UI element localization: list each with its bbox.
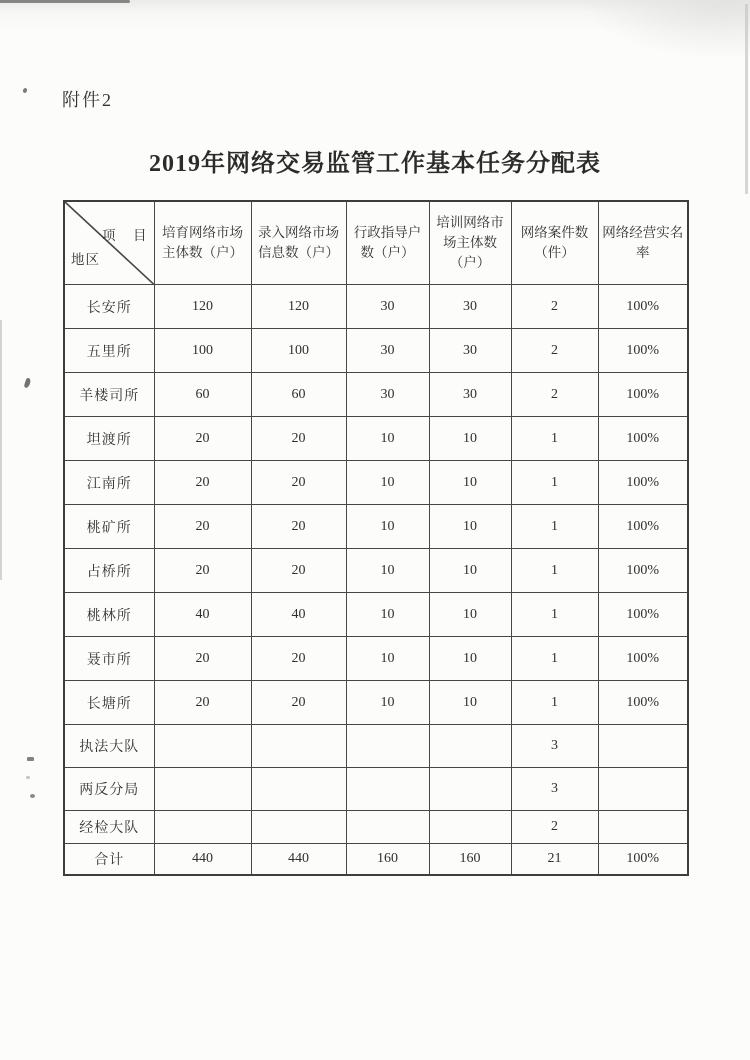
- scan-speck: [27, 757, 34, 761]
- column-header-1: 培育网络市场主体数（户）: [154, 201, 251, 285]
- value-cell: 20: [251, 461, 346, 505]
- table-row-长塘所: [64, 681, 688, 725]
- table-row-桃矿所: [64, 505, 688, 549]
- region-cell: 两反分局: [64, 768, 154, 811]
- value-cell: [251, 768, 346, 811]
- value-cell: [346, 811, 429, 844]
- page-title: 2019年网络交易监管工作基本任务分配表: [149, 151, 601, 177]
- scan-speck: [22, 87, 27, 93]
- table-row-聂市所: [64, 637, 688, 681]
- value-cell: 2: [511, 285, 598, 329]
- value-cell: 2: [511, 329, 598, 373]
- value-cell: 160: [429, 844, 511, 875]
- column-header-4: 培训网络市场主体数（户）: [429, 201, 511, 285]
- value-cell: 1: [511, 461, 598, 505]
- value-cell: 30: [429, 373, 511, 417]
- table-row-合计: [64, 844, 688, 875]
- table-row-羊楼司所: [64, 373, 688, 417]
- value-cell: [154, 768, 251, 811]
- value-cell: 10: [346, 593, 429, 637]
- value-cell: 10: [429, 505, 511, 549]
- region-cell: 坦渡所: [64, 417, 154, 461]
- corner-label-region: 地区: [71, 251, 100, 267]
- region-cell: 经检大队: [64, 811, 154, 844]
- value-cell: [251, 811, 346, 844]
- scan-speck: [26, 776, 30, 779]
- table-header-row: [64, 201, 688, 285]
- table-row-经检大队: [64, 811, 688, 844]
- value-cell: 10: [429, 461, 511, 505]
- value-cell: 20: [251, 681, 346, 725]
- value-cell: 30: [429, 285, 511, 329]
- value-cell: 100%: [598, 285, 688, 329]
- value-cell: 10: [346, 549, 429, 593]
- column-header-3: 行政指导户数（户）: [346, 201, 429, 285]
- value-cell: [598, 725, 688, 768]
- value-cell: 120: [154, 285, 251, 329]
- value-cell: 10: [429, 549, 511, 593]
- column-header-2: 录入网络市场信息数（户）: [251, 201, 346, 285]
- value-cell: 100%: [598, 681, 688, 725]
- region-cell: 羊楼司所: [64, 373, 154, 417]
- value-cell: 100%: [598, 505, 688, 549]
- column-header-5: 网络案件数（件）: [511, 201, 598, 285]
- value-cell: 40: [251, 593, 346, 637]
- value-cell: 440: [251, 844, 346, 875]
- region-cell: 长安所: [64, 285, 154, 329]
- value-cell: 1: [511, 549, 598, 593]
- value-cell: 10: [346, 637, 429, 681]
- region-cell: 五里所: [64, 329, 154, 373]
- value-cell: [429, 811, 511, 844]
- value-cell: 10: [429, 637, 511, 681]
- value-cell: 20: [251, 637, 346, 681]
- value-cell: [346, 768, 429, 811]
- region-cell: 执法大队: [64, 725, 154, 768]
- value-cell: [251, 725, 346, 768]
- table-row-五里所: [64, 329, 688, 373]
- value-cell: [429, 725, 511, 768]
- table-row-江南所: [64, 461, 688, 505]
- table-row-坦渡所: [64, 417, 688, 461]
- table-row-执法大队: [64, 725, 688, 768]
- region-cell: 桃矿所: [64, 505, 154, 549]
- value-cell: 1: [511, 417, 598, 461]
- value-cell: 1: [511, 637, 598, 681]
- value-cell: [598, 768, 688, 811]
- value-cell: 100%: [598, 593, 688, 637]
- value-cell: 10: [346, 505, 429, 549]
- scan-edge-mark-top-left: [0, 0, 130, 3]
- value-cell: 20: [154, 461, 251, 505]
- value-cell: 100%: [598, 549, 688, 593]
- value-cell: 3: [511, 768, 598, 811]
- value-cell: 100: [251, 329, 346, 373]
- value-cell: 10: [429, 593, 511, 637]
- table-row-桃林所: [64, 593, 688, 637]
- region-cell: 聂市所: [64, 637, 154, 681]
- scan-speck: [30, 794, 35, 798]
- column-header-6: 网络经营实名率: [598, 201, 688, 285]
- attachment-label: 附件2: [62, 90, 113, 110]
- value-cell: 30: [346, 329, 429, 373]
- value-cell: 20: [251, 549, 346, 593]
- value-cell: 100%: [598, 329, 688, 373]
- region-cell: 江南所: [64, 461, 154, 505]
- table-row-长安所: [64, 285, 688, 329]
- value-cell: 1: [511, 593, 598, 637]
- value-cell: 20: [251, 417, 346, 461]
- value-cell: 40: [154, 593, 251, 637]
- value-cell: 2: [511, 373, 598, 417]
- value-cell: [154, 811, 251, 844]
- value-cell: 60: [154, 373, 251, 417]
- value-cell: 30: [429, 329, 511, 373]
- scan-shading-top: [0, 0, 750, 30]
- value-cell: 20: [154, 549, 251, 593]
- region-cell: 占桥所: [64, 549, 154, 593]
- value-cell: 20: [154, 417, 251, 461]
- corner-label-project: 项 目: [102, 228, 149, 243]
- value-cell: 10: [346, 461, 429, 505]
- value-cell: 1: [511, 681, 598, 725]
- region-cell: 长塘所: [64, 681, 154, 725]
- value-cell: 100%: [598, 461, 688, 505]
- scan-speck: [24, 377, 32, 388]
- scan-shading-top-right: [580, 0, 750, 60]
- value-cell: 2: [511, 811, 598, 844]
- value-cell: [154, 725, 251, 768]
- value-cell: 1: [511, 505, 598, 549]
- value-cell: 440: [154, 844, 251, 875]
- value-cell: 10: [346, 417, 429, 461]
- value-cell: [346, 725, 429, 768]
- value-cell: 10: [346, 681, 429, 725]
- corner-header-cell: [64, 201, 154, 285]
- value-cell: 160: [346, 844, 429, 875]
- task-allocation-table: [63, 200, 689, 876]
- table-row-占桥所: [64, 549, 688, 593]
- value-cell: 20: [154, 681, 251, 725]
- value-cell: 100%: [598, 844, 688, 875]
- value-cell: 100%: [598, 417, 688, 461]
- value-cell: [429, 768, 511, 811]
- value-cell: 20: [154, 505, 251, 549]
- table-row-两反分局: [64, 768, 688, 811]
- region-cell: 桃林所: [64, 593, 154, 637]
- value-cell: 120: [251, 285, 346, 329]
- value-cell: 20: [251, 505, 346, 549]
- value-cell: [598, 811, 688, 844]
- value-cell: 21: [511, 844, 598, 875]
- value-cell: 20: [154, 637, 251, 681]
- value-cell: 100%: [598, 373, 688, 417]
- value-cell: 100: [154, 329, 251, 373]
- value-cell: 3: [511, 725, 598, 768]
- scan-edge-line-left: [0, 320, 2, 580]
- value-cell: 10: [429, 681, 511, 725]
- value-cell: 30: [346, 285, 429, 329]
- value-cell: 60: [251, 373, 346, 417]
- value-cell: 10: [429, 417, 511, 461]
- value-cell: 100%: [598, 637, 688, 681]
- value-cell: 30: [346, 373, 429, 417]
- region-cell: 合计: [64, 844, 154, 875]
